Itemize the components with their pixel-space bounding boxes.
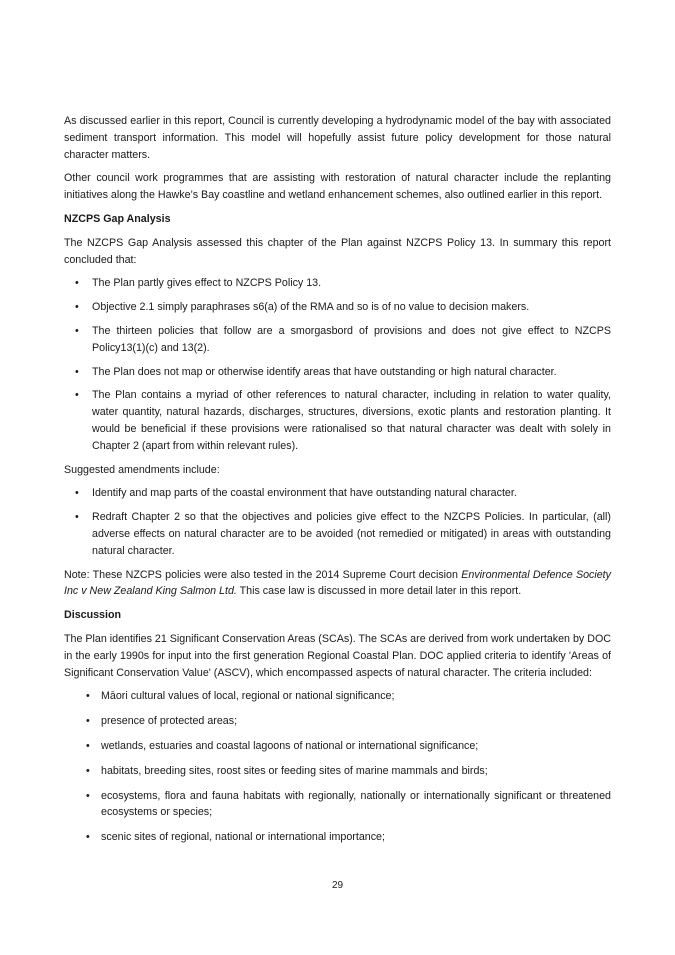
discussion-intro: The Plan identifies 21 Significant Conservation Areas (SCAs). The SCAs are derived from work undertaken by DOC in the early 1990s for input into the first generation Regional Coastal Plan. DOC applied criteria to identify 'Areas of Significant Conservation Value' (ASCV), which encompassed aspects of natural character. The criteria included: [64,632,611,679]
list-item: • wetlands, estuaries and coastal lagoons of national or international significance; [64,738,611,755]
list-item: • The Plan does not map or otherwise identify areas that have outstanding or high natural character. [64,364,611,381]
amendments-intro: Suggested amendments include: [64,463,220,476]
list-item: • presence of protected areas; [64,713,611,730]
list-item: • The Plan contains a myriad of other references to natural character, including in relation to water quality, water quantity, natural hazards, discharges, structures, diversions, exotic plants and restoration planting. It would be beneficial if these provisions were rationalised so that natural character was dealt with solely in Chapter 2 (apart from within relevant rules). [64,387,611,454]
document-page [64,113,611,854]
list-item: • ecosystems, flora and fauna habitats with regionally, nationally or internationally significant or threatened ecosystems or species; [64,788,611,822]
list-item: • Māori cultural values of local, regional or national significance; [64,688,611,705]
findings-list [64,275,611,454]
list-item: • The Plan partly gives effect to NZCPS Policy 13. [64,275,611,292]
list-item: • habitats, breeding sites, roost sites or feeding sites of marine mammals and birds; [64,763,611,780]
list-item: • Objective 2.1 simply paraphrases s6(a) of the RMA and so is of no value to decision makers. [64,299,611,316]
intro-paragraph: Other council work programmes that are assisting with restoration of natural character include the replanting initiatives along the Hawke’s Bay coastline and wetland enhancement schemes, also outlined earlier in this report. [64,172,611,202]
gap-analysis-intro: The NZCPS Gap Analysis assessed this chapter of the Plan against NZCPS Policy 13. In summary this report concluded that: [64,236,611,266]
amendments-list [64,485,611,559]
list-item: • Redraft Chapter 2 so that the objectives and policies give effect to the NZCPS Policies. In particular, (all) adverse effects on natural character are to be avoided (not remedied or mitigated) in areas with outstanding natural character. [64,509,611,559]
note-prefix: Note: These NZCPS policies were also tested in the 2014 Supreme Court decision [64,568,462,581]
discussion-heading: Discussion [64,609,122,622]
page-number: 29 [331,880,344,891]
intro-paragraph: As discussed earlier in this report, Council is currently developing a hydrodynamic model of the bay with associated sediment transport information. This model will hopefully assist future policy development for those natural character matters. [64,115,611,161]
case-law-note [64,567,611,601]
list-item: • scenic sites of regional, national or international importance; [64,829,611,846]
list-item: • The thirteen policies that follow are a smorgasbord of provisions and does not give effect to NZCPS Policy13(1)(c) and 13(2). [64,323,611,357]
list-item: • Identify and map parts of the coastal environment that have outstanding natural character. [64,485,611,502]
gap-analysis-heading: NZCPS Gap Analysis [64,212,171,225]
note-suffix: This case law is discussed in more detail later in this report. [236,585,522,598]
case-name: Environmental Defence Society Inc v New Zealand King Salmon Ltd. [64,568,612,598]
criteria-list [64,688,611,846]
